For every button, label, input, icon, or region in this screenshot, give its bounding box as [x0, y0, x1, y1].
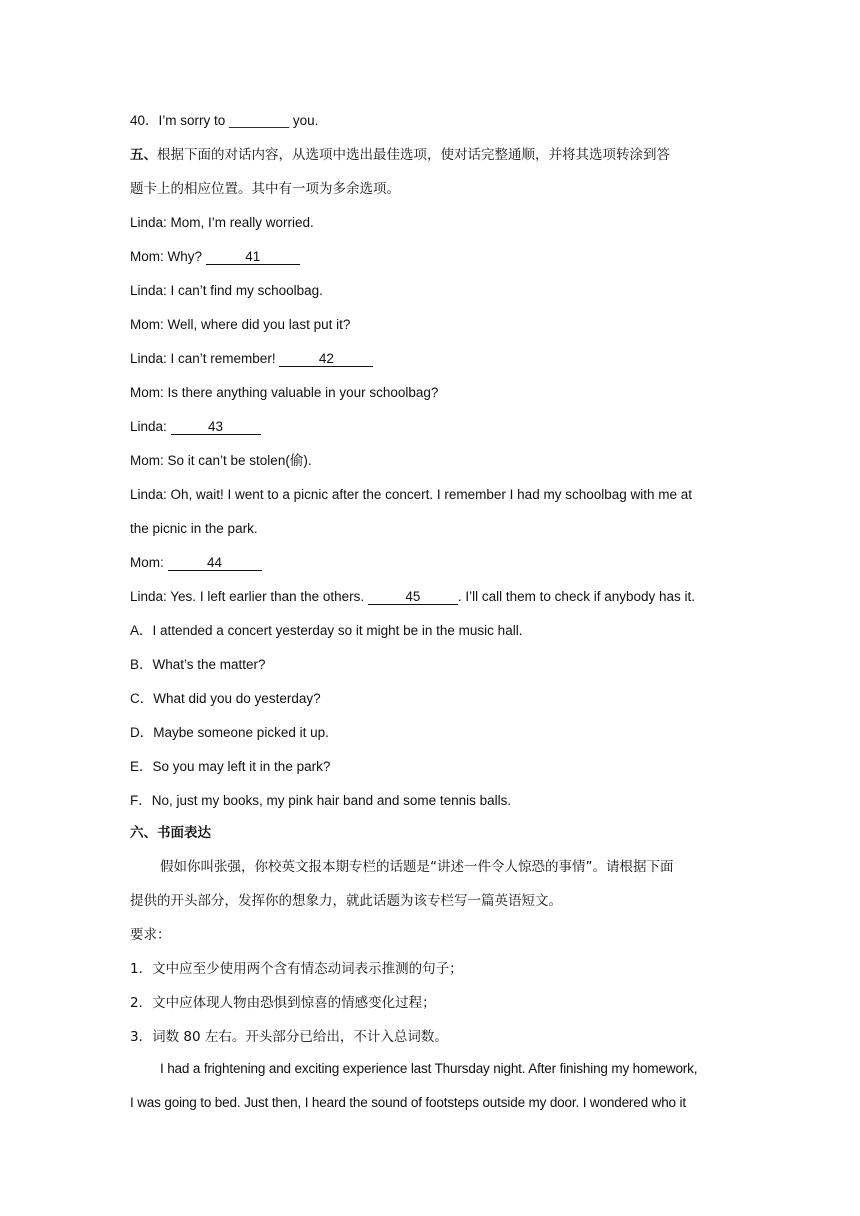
answer-blank-42[interactable]: 42: [279, 351, 373, 367]
option-d: D．Maybe someone picked it up.: [130, 725, 329, 740]
question-40: 40．I’m sorry to ________ you.: [130, 113, 319, 128]
dialogue-speaker-text: Mom:: [130, 555, 168, 570]
essay-opening-line1: I had a frightening and exciting experience last Thursday night. After finishing my homework,: [160, 1061, 698, 1076]
dialogue-line: Mom: Is there anything valuable in your schoolbag?: [130, 385, 439, 400]
dialogue-line: the picnic in the park.: [130, 521, 258, 536]
requirements-label: 要求：: [130, 927, 171, 943]
dialogue-line: [130, 588, 740, 606]
dialogue-line: Linda: Oh, wait! I went to a picnic after the concert. I remember I had my schoolbag with me at: [130, 487, 693, 502]
section6-heading: 六、书面表达: [130, 825, 211, 841]
dialogue-line: [130, 554, 740, 572]
answer-blank-45[interactable]: 45: [368, 589, 458, 605]
option-f: F．No, just my books, my pink hair band and some tennis balls.: [130, 793, 512, 808]
dialogue-line: Linda: I can’t find my schoolbag.: [130, 283, 323, 298]
section5-instruction-text: 根据下面的对话内容，从选项中选出最佳选项，使对话完整通顺，并将其选项转涂到答: [157, 147, 670, 163]
answer-blank-41[interactable]: 41: [206, 249, 300, 265]
requirement-item: 1．文中应至少使用两个含有情态动词表示推测的句子；: [130, 961, 463, 977]
dialogue-line: [130, 350, 740, 368]
dialogue-trailing-text: . I’ll call them to check if anybody has it.: [457, 589, 696, 604]
dialogue-line: Linda: Mom, I’m really worried.: [130, 215, 314, 230]
section6-prompt-line1: 假如你叫张强，你校英文报本期专栏的话题是“讲述一件令人惊恐的事情”。请根据下面: [160, 859, 674, 875]
answer-blank-44[interactable]: 44: [168, 555, 262, 571]
dialogue-line: [130, 248, 740, 266]
dialogue-speaker-text: Linda: I can’t remember!: [130, 351, 280, 366]
option-c: C．What did you do yesterday?: [130, 691, 321, 706]
section6-prompt-line2: 提供的开头部分，发挥你的想象力，就此话题为该专栏写一篇英语短文。: [130, 893, 562, 909]
section5-heading: 五、: [130, 147, 157, 163]
answer-blank-43[interactable]: 43: [171, 419, 261, 435]
dialogue-speaker-text: Linda: Yes. I left earlier than the others.: [130, 589, 368, 604]
option-b: B．What’s the matter?: [130, 657, 266, 672]
requirement-item: 3．词数 80 左右。开头部分已给出，不计入总词数。: [130, 1029, 448, 1045]
dialogue-speaker-text: Mom: Why?: [130, 249, 206, 264]
option-a: A．I attended a concert yesterday so it might be in the music hall.: [130, 623, 523, 638]
dialogue-line: Mom: Well, where did you last put it?: [130, 317, 351, 332]
essay-opening-line2: I was going to bed. Just then, I heard the sound of footsteps outside my door. I wondered who it: [130, 1095, 686, 1110]
dialogue-line: Mom: So it can’t be stolen(偷).: [130, 453, 312, 468]
dialogue-line: [130, 418, 740, 436]
section5-instructions-line1: [130, 146, 740, 164]
dialogue-speaker-text: Linda:: [130, 419, 171, 434]
section5-instructions-line2: 题卡上的相应位置。其中有一项为多余选项。: [130, 181, 400, 197]
option-e: E．So you may left it in the park?: [130, 759, 331, 774]
requirement-item: 2．文中应体现人物由恐惧到惊喜的情感变化过程；: [130, 995, 436, 1011]
